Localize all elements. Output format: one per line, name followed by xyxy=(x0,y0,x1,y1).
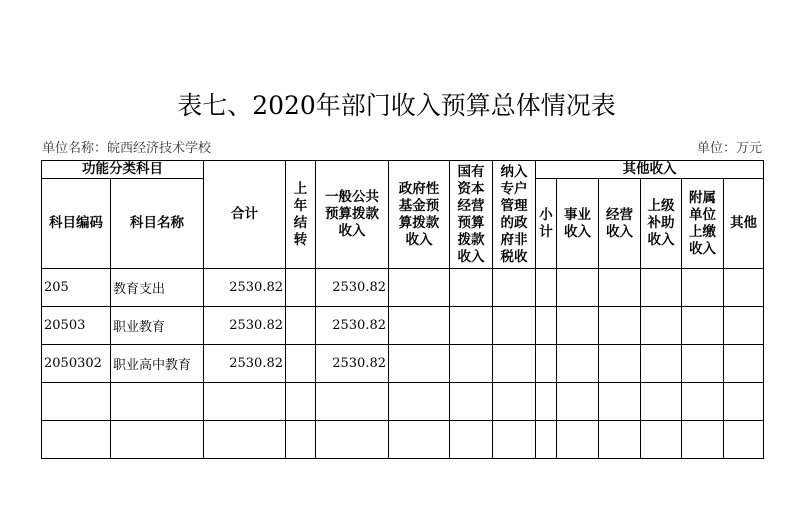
cell-empty xyxy=(724,345,764,383)
cell-general-budget xyxy=(316,421,389,459)
cell-empty xyxy=(724,383,764,421)
cell-general-budget xyxy=(316,383,389,421)
header-state-capital: 国有 资本 经营 预算 拨款 收入 xyxy=(450,161,493,269)
header-subtotal: 小 计 xyxy=(536,179,557,269)
cell-total: 2530.82 xyxy=(204,307,286,345)
cell-empty xyxy=(682,269,724,307)
cell-empty xyxy=(557,383,599,421)
cell-empty xyxy=(641,383,682,421)
cell-name xyxy=(111,383,204,421)
cell-name xyxy=(111,421,204,459)
cell-empty xyxy=(557,269,599,307)
cell-empty xyxy=(557,345,599,383)
header-other-income: 其他收入 xyxy=(536,161,764,179)
cell-empty xyxy=(599,345,641,383)
cell-empty xyxy=(536,383,557,421)
cell-code xyxy=(42,383,111,421)
cell-total xyxy=(204,383,286,421)
header-carryover: 上 年 结 转 xyxy=(286,161,316,269)
budget-table xyxy=(41,160,764,459)
header-superior-subsidy: 上级 补助 收入 xyxy=(641,179,682,269)
cell-empty xyxy=(641,307,682,345)
cell-total: 2530.82 xyxy=(204,345,286,383)
cell-empty xyxy=(389,269,450,307)
header-gov-fund: 政府性 基金预 算拨款 收入 xyxy=(389,161,450,269)
cell-empty xyxy=(557,307,599,345)
cell-carryover xyxy=(286,307,316,345)
cell-empty xyxy=(389,383,450,421)
cell-code xyxy=(42,421,111,459)
cell-empty xyxy=(724,421,764,459)
cell-empty xyxy=(536,421,557,459)
cell-empty xyxy=(682,307,724,345)
table-row xyxy=(42,421,764,459)
header-name: 科目名称 xyxy=(111,179,204,269)
header-fiscal-special: 纳入 专户 管理 的政 府非 税收 xyxy=(493,161,536,269)
cell-empty xyxy=(389,307,450,345)
cell-empty xyxy=(389,421,450,459)
cell-carryover xyxy=(286,269,316,307)
cell-name: 职业教育 xyxy=(111,307,204,345)
cell-empty xyxy=(641,345,682,383)
header-total: 合计 xyxy=(204,161,286,269)
cell-code: 2050302 xyxy=(42,345,111,383)
cell-general-budget: 2530.82 xyxy=(316,345,389,383)
cell-total: 2530.82 xyxy=(204,269,286,307)
cell-empty xyxy=(599,421,641,459)
cell-name: 职业高中教育 xyxy=(111,345,204,383)
cell-carryover xyxy=(286,345,316,383)
header-other: 其他 xyxy=(724,179,764,269)
header-operating: 经营 收入 xyxy=(599,179,641,269)
cell-carryover xyxy=(286,421,316,459)
header-func-class: 功能分类科目 xyxy=(42,161,204,179)
cell-empty xyxy=(493,383,536,421)
cell-general-budget: 2530.82 xyxy=(316,307,389,345)
cell-empty xyxy=(599,383,641,421)
cell-empty xyxy=(493,307,536,345)
cell-empty xyxy=(599,269,641,307)
cell-empty xyxy=(641,269,682,307)
cell-empty xyxy=(599,307,641,345)
cell-empty xyxy=(389,345,450,383)
cell-empty xyxy=(557,421,599,459)
cell-code: 20503 xyxy=(42,307,111,345)
cell-empty xyxy=(724,307,764,345)
unit-name-label: 单位名称：皖西经济技术学校 xyxy=(42,141,212,156)
cell-carryover xyxy=(286,383,316,421)
cell-empty xyxy=(536,307,557,345)
cell-total xyxy=(204,421,286,459)
cell-empty xyxy=(536,269,557,307)
header-code: 科目编码 xyxy=(42,179,111,269)
unit-label: 单位：万元 xyxy=(696,141,762,156)
cell-name: 教育支出 xyxy=(111,269,204,307)
cell-empty xyxy=(682,383,724,421)
cell-empty xyxy=(493,421,536,459)
cell-empty xyxy=(450,345,493,383)
cell-empty xyxy=(450,307,493,345)
header-business: 事业 收入 xyxy=(557,179,599,269)
header-general-budget: 一般公共 预算拨款 收入 xyxy=(316,161,389,269)
table-row xyxy=(42,345,764,383)
cell-empty xyxy=(450,269,493,307)
cell-general-budget: 2530.82 xyxy=(316,269,389,307)
header-affiliated: 附属 单位 上缴 收入 xyxy=(682,179,724,269)
cell-empty xyxy=(682,421,724,459)
cell-empty xyxy=(450,421,493,459)
table-row xyxy=(42,383,764,421)
cell-empty xyxy=(724,269,764,307)
cell-empty xyxy=(493,345,536,383)
page-title: 表七、2020年部门收入预算总体情况表 xyxy=(177,91,616,120)
table-row xyxy=(42,307,764,345)
cell-empty xyxy=(536,345,557,383)
table-row xyxy=(42,269,764,307)
cell-code: 205 xyxy=(42,269,111,307)
cell-empty xyxy=(641,421,682,459)
cell-empty xyxy=(682,345,724,383)
cell-empty xyxy=(493,269,536,307)
cell-empty xyxy=(450,383,493,421)
